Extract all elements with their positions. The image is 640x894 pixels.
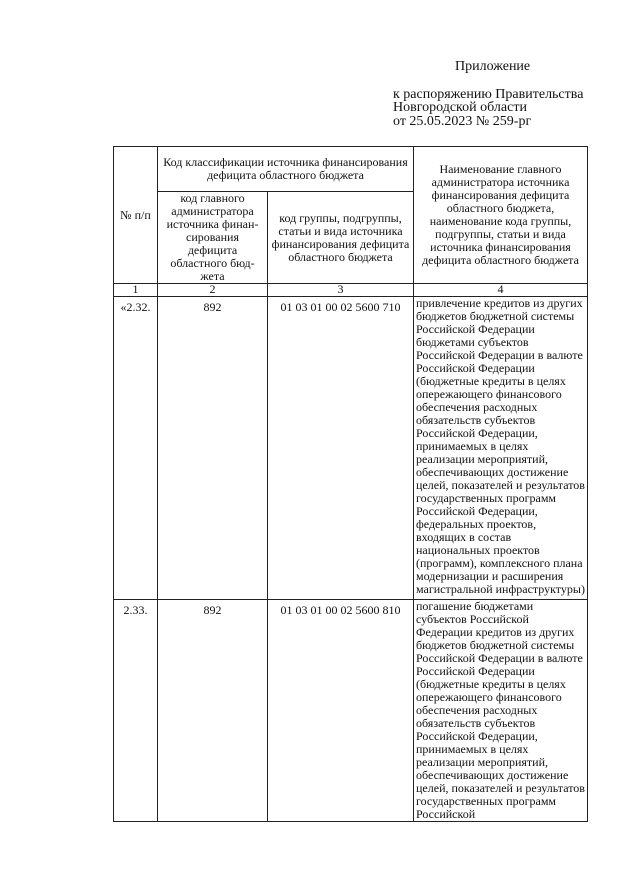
row-group-code: 01 03 01 00 02 5600 810 [268, 600, 414, 822]
row-admin-code: 892 [158, 297, 268, 600]
column-number-row [114, 284, 588, 297]
order-reference: к распоряжению Правительства [393, 86, 584, 102]
row-admin-code: 892 [158, 600, 268, 822]
appendix-title: Приложение [455, 59, 531, 74]
row-name: погашение бюджетами субъектов Российской Федерации кредитов из других бюджетов бюджетной системы Российской Федерации в валюте Российской Федерации (бюджетные кредиты в целях опережающего финансового обеспечения расходных обязательств субъектов Российской Федерации, принимаемых в целях реализации мероприятий, обеспечивающих достижение целей, показателей и результатов государственных программ Российской [414, 600, 588, 822]
table-row [114, 297, 588, 600]
column-header-name: Наименование главного администратора источника финансирования дефицита областного бюджета, наименование кода группы, подгруппы, статьи и вида источника финансирования дефицита областного бюджета [414, 147, 588, 284]
column-group-header: Код классификации источника финансирования дефицита областного бюджета [158, 147, 414, 192]
table-row [114, 600, 588, 822]
row-group-code: 01 03 01 00 02 5600 710 [268, 297, 414, 600]
column-number: 1 [114, 284, 158, 297]
column-number: 2 [158, 284, 268, 297]
classification-table [113, 146, 588, 822]
region-name: Новгородской области [393, 100, 527, 115]
column-header-number: № п/п [114, 147, 158, 284]
row-name: привлечение кредитов из других бюджетов бюджетной системы Российской Федерации бюджетами субъектов Российской Федерации в валюте Российской Федерации (бюджетные кредиты в целях опережающего финансового обеспечения расходных обязательств субъектов Российской Федерации, принимаемых в целях реализации мероприятий, обеспечивающих достижение целей, показателей и результатов государственных программ Российской Федерации, федеральных проектов, входящих в состав национальных проектов (программ), комплексного плана модернизации и расширения магистральной инфраструктуры) [414, 297, 588, 600]
column-header-admin-code: код главного администратора источника финан-сирования дефицита областного бюд-жета [158, 192, 268, 284]
document-header [393, 60, 633, 128]
order-date-number: от 25.05.2023 № 259-рг [393, 113, 532, 129]
row-number: «2.32. [114, 297, 158, 600]
column-header-group-code: код группы, подгруппы, статьи и вида источника финансирования дефицита областного бюджета [268, 192, 414, 284]
column-number: 3 [268, 284, 414, 297]
column-number: 4 [414, 284, 588, 297]
row-number: 2.33. [114, 600, 158, 822]
